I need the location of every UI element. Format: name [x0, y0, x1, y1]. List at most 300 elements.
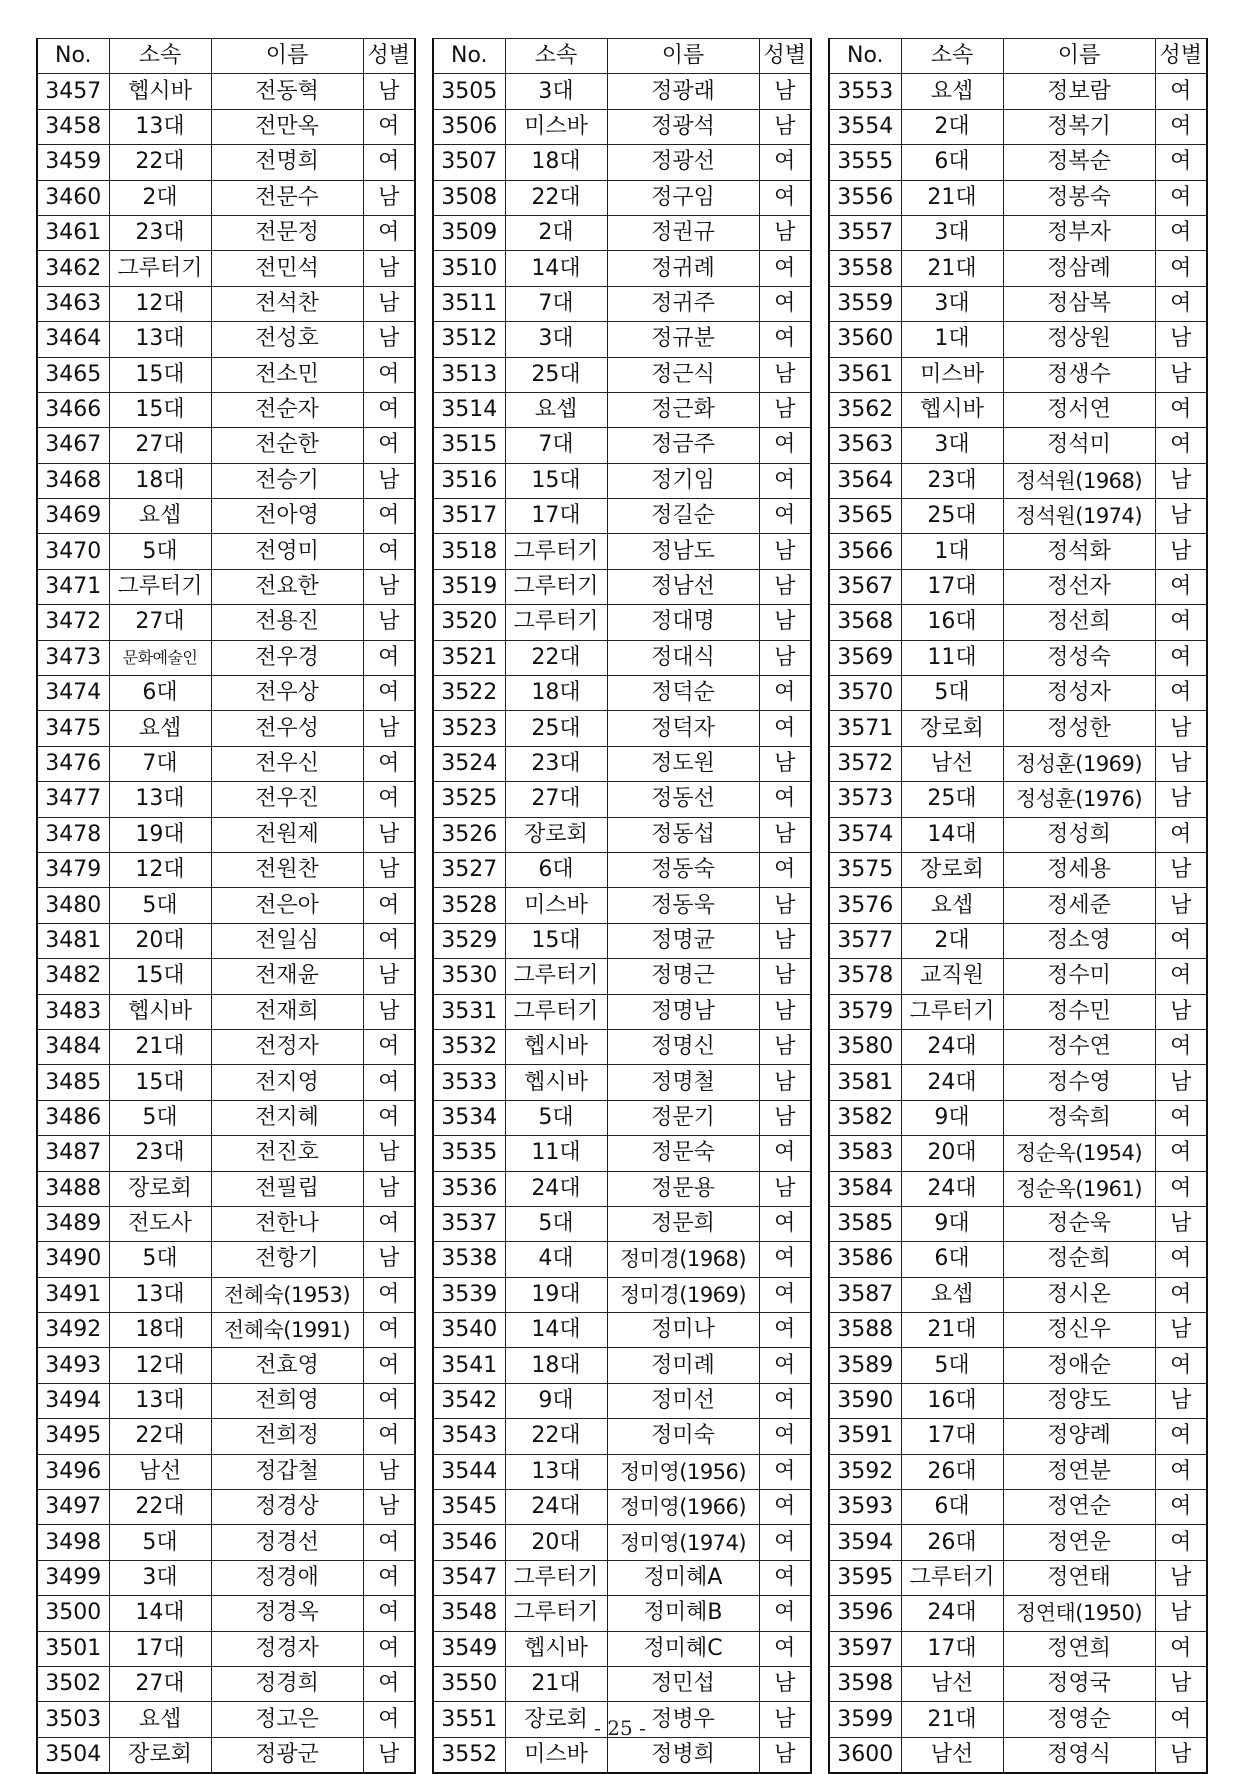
member-gender: 남 — [759, 888, 811, 923]
member-affiliation: 요셉 — [109, 711, 211, 746]
member-number: 3547 — [433, 1560, 505, 1595]
member-name: 정수미 — [1003, 959, 1155, 994]
member-name: 정영순 — [1003, 1702, 1155, 1737]
table-row — [829, 145, 1207, 180]
table-row — [829, 322, 1207, 357]
table-row — [433, 605, 811, 640]
member-number: 3481 — [37, 923, 109, 958]
member-gender: 여 — [759, 1313, 811, 1348]
member-name: 정덕순 — [607, 676, 759, 711]
member-name: 정연태(1950) — [1003, 1596, 1155, 1631]
member-affiliation: 22대 — [109, 145, 211, 180]
member-number: 3528 — [433, 888, 505, 923]
member-affiliation: 3대 — [505, 74, 607, 109]
member-name: 정영국 — [1003, 1666, 1155, 1701]
member-gender: 여 — [759, 676, 811, 711]
member-gender: 남 — [1155, 782, 1207, 817]
member-affiliation: 장로회 — [505, 817, 607, 852]
member-affiliation: 5대 — [505, 1206, 607, 1241]
member-name: 정연희 — [1003, 1631, 1155, 1666]
member-gender: 남 — [1155, 463, 1207, 498]
member-number: 3474 — [37, 676, 109, 711]
member-gender: 남 — [759, 569, 811, 604]
member-name: 정영식 — [1003, 1737, 1155, 1773]
member-number: 3598 — [829, 1666, 901, 1701]
member-affiliation: 3대 — [901, 215, 1003, 250]
member-gender: 남 — [363, 322, 415, 357]
member-name: 정선희 — [1003, 605, 1155, 640]
member-name: 정석미 — [1003, 428, 1155, 463]
member-gender: 남 — [1155, 994, 1207, 1029]
table-row — [433, 1383, 811, 1418]
table-row — [37, 109, 415, 144]
member-affiliation: 27대 — [109, 1666, 211, 1701]
table-row — [37, 1029, 415, 1064]
member-gender: 남 — [759, 923, 811, 958]
table-row — [433, 74, 811, 109]
member-name: 정귀주 — [607, 286, 759, 321]
member-affiliation: 16대 — [901, 1383, 1003, 1418]
member-number: 3534 — [433, 1100, 505, 1135]
member-name: 전일심 — [211, 923, 363, 958]
member-affiliation: 12대 — [109, 286, 211, 321]
member-gender: 여 — [1155, 1525, 1207, 1560]
member-affiliation: 15대 — [109, 392, 211, 427]
member-affiliation: 24대 — [901, 1065, 1003, 1100]
table-row — [829, 1525, 1207, 1560]
member-number: 3575 — [829, 852, 901, 887]
member-affiliation: 5대 — [109, 1242, 211, 1277]
member-number: 3470 — [37, 534, 109, 569]
member-name: 정동섭 — [607, 817, 759, 852]
table-row — [433, 852, 811, 887]
member-affiliation: 24대 — [505, 1171, 607, 1206]
table-row — [37, 1631, 415, 1666]
member-gender: 여 — [759, 1419, 811, 1454]
member-number: 3579 — [829, 994, 901, 1029]
member-affiliation: 18대 — [109, 463, 211, 498]
member-gender: 여 — [1155, 1136, 1207, 1171]
member-number: 3505 — [433, 74, 505, 109]
member-name: 정대식 — [607, 640, 759, 675]
member-number: 3457 — [37, 74, 109, 109]
table-row — [37, 994, 415, 1029]
member-name: 정성숙 — [1003, 640, 1155, 675]
member-number: 3599 — [829, 1702, 901, 1737]
table-row — [37, 1737, 415, 1773]
member-affiliation: 2대 — [505, 215, 607, 250]
member-affiliation: 남선 — [901, 1737, 1003, 1773]
table-row — [37, 569, 415, 604]
member-number: 3555 — [829, 145, 901, 180]
table-row — [433, 1525, 811, 1560]
member-name: 정경선 — [211, 1525, 363, 1560]
member-gender: 남 — [1155, 1596, 1207, 1631]
member-affiliation: 전도사 — [109, 1206, 211, 1241]
member-affiliation: 그루터기 — [505, 534, 607, 569]
member-name: 전민석 — [211, 251, 363, 286]
table-row — [829, 109, 1207, 144]
member-affiliation: 9대 — [901, 1100, 1003, 1135]
table-row — [829, 1206, 1207, 1241]
member-name: 정세준 — [1003, 888, 1155, 923]
member-name: 정덕자 — [607, 711, 759, 746]
member-number: 3520 — [433, 605, 505, 640]
member-name: 정미나 — [607, 1313, 759, 1348]
member-number: 3577 — [829, 923, 901, 958]
member-gender: 여 — [363, 1560, 415, 1595]
member-number: 3540 — [433, 1313, 505, 1348]
member-affiliation: 13대 — [109, 1383, 211, 1418]
roster-table-2 — [432, 38, 812, 1774]
member-affiliation: 21대 — [901, 180, 1003, 215]
member-gender: 여 — [759, 1206, 811, 1241]
table-row — [433, 322, 811, 357]
member-gender: 남 — [363, 1737, 415, 1773]
member-gender: 여 — [1155, 569, 1207, 604]
member-number: 3498 — [37, 1525, 109, 1560]
member-gender: 남 — [363, 569, 415, 604]
member-affiliation: 요셉 — [505, 392, 607, 427]
header-gender: 성별 — [1155, 39, 1207, 74]
member-gender: 여 — [1155, 640, 1207, 675]
member-gender: 여 — [1155, 1631, 1207, 1666]
member-number: 3545 — [433, 1490, 505, 1525]
member-number: 3467 — [37, 428, 109, 463]
member-affiliation: 2대 — [901, 109, 1003, 144]
table-row — [433, 180, 811, 215]
member-name: 정구임 — [607, 180, 759, 215]
member-affiliation: 22대 — [505, 640, 607, 675]
member-name: 정복순 — [1003, 145, 1155, 180]
member-number: 3561 — [829, 357, 901, 392]
member-affiliation: 6대 — [109, 676, 211, 711]
member-number: 3563 — [829, 428, 901, 463]
member-gender: 남 — [363, 1136, 415, 1171]
member-gender: 남 — [363, 711, 415, 746]
member-number: 3463 — [37, 286, 109, 321]
member-name: 정봉숙 — [1003, 180, 1155, 215]
member-affiliation: 22대 — [505, 180, 607, 215]
member-name: 전순자 — [211, 392, 363, 427]
member-number: 3567 — [829, 569, 901, 604]
member-name: 정미선 — [607, 1383, 759, 1418]
member-number: 3488 — [37, 1171, 109, 1206]
member-affiliation: 9대 — [901, 1206, 1003, 1241]
member-name: 전용진 — [211, 605, 363, 640]
member-number: 3559 — [829, 286, 901, 321]
member-gender: 남 — [759, 357, 811, 392]
member-number: 3510 — [433, 251, 505, 286]
member-gender: 남 — [363, 74, 415, 109]
member-affiliation: 13대 — [109, 322, 211, 357]
member-affiliation: 4대 — [505, 1242, 607, 1277]
member-name: 전지영 — [211, 1065, 363, 1100]
member-gender: 여 — [1155, 817, 1207, 852]
member-number: 3458 — [37, 109, 109, 144]
member-name: 전문수 — [211, 180, 363, 215]
table-row — [433, 109, 811, 144]
table-row — [37, 782, 415, 817]
member-number: 3566 — [829, 534, 901, 569]
member-name: 정삼복 — [1003, 286, 1155, 321]
header-affiliation: 소속 — [109, 39, 211, 74]
member-number: 3550 — [433, 1666, 505, 1701]
member-gender: 여 — [1155, 1490, 1207, 1525]
member-name: 정부자 — [1003, 215, 1155, 250]
member-gender: 남 — [363, 605, 415, 640]
member-name: 정경옥 — [211, 1596, 363, 1631]
table-row — [829, 1136, 1207, 1171]
table-row — [37, 676, 415, 711]
table-row — [433, 357, 811, 392]
member-gender: 남 — [1155, 746, 1207, 781]
table-row — [829, 1065, 1207, 1100]
member-gender: 여 — [759, 286, 811, 321]
table-row — [829, 923, 1207, 958]
member-gender: 남 — [759, 215, 811, 250]
member-affiliation: 5대 — [109, 888, 211, 923]
member-number: 3529 — [433, 923, 505, 958]
member-number: 3509 — [433, 215, 505, 250]
member-affiliation: 장로회 — [109, 1737, 211, 1773]
member-gender: 남 — [759, 640, 811, 675]
member-affiliation: 3대 — [901, 286, 1003, 321]
member-number: 3483 — [37, 994, 109, 1029]
member-name: 전소민 — [211, 357, 363, 392]
table-row — [829, 1666, 1207, 1701]
member-affiliation: 장로회 — [901, 711, 1003, 746]
member-gender: 여 — [363, 1596, 415, 1631]
member-gender: 여 — [1155, 923, 1207, 958]
member-name: 정민섭 — [607, 1666, 759, 1701]
member-number: 3477 — [37, 782, 109, 817]
member-affiliation: 19대 — [109, 817, 211, 852]
member-gender: 여 — [363, 499, 415, 534]
table-row — [37, 1171, 415, 1206]
roster-table-3 — [828, 38, 1208, 1774]
member-name: 정병희 — [607, 1737, 759, 1773]
page-number: - 25 - — [594, 1716, 646, 1740]
member-name: 전우신 — [211, 746, 363, 781]
table-row — [37, 251, 415, 286]
member-number: 3573 — [829, 782, 901, 817]
member-gender: 여 — [363, 1029, 415, 1064]
member-affiliation: 그루터기 — [901, 1560, 1003, 1595]
member-affiliation: 20대 — [109, 923, 211, 958]
member-gender: 여 — [363, 392, 415, 427]
member-number: 3551 — [433, 1702, 505, 1737]
member-affiliation: 21대 — [901, 251, 1003, 286]
member-number: 3587 — [829, 1277, 901, 1312]
member-name: 정광선 — [607, 145, 759, 180]
table-row — [37, 1065, 415, 1100]
table-row — [433, 1454, 811, 1489]
member-affiliation: 13대 — [109, 782, 211, 817]
table-row — [433, 1313, 811, 1348]
member-number: 3526 — [433, 817, 505, 852]
member-name: 정남선 — [607, 569, 759, 604]
member-number: 3527 — [433, 852, 505, 887]
member-affiliation: 18대 — [109, 1313, 211, 1348]
header-row — [829, 39, 1207, 74]
member-name: 정미영(1974) — [607, 1525, 759, 1560]
member-gender: 남 — [363, 180, 415, 215]
member-affiliation: 교직원 — [901, 959, 1003, 994]
member-name: 전정자 — [211, 1029, 363, 1064]
table-row — [829, 357, 1207, 392]
table-row — [37, 1348, 415, 1383]
roster-table-1 — [36, 38, 416, 1774]
member-affiliation: 3대 — [505, 322, 607, 357]
member-gender: 여 — [1155, 145, 1207, 180]
member-name: 정금주 — [607, 428, 759, 463]
member-affiliation: 14대 — [901, 817, 1003, 852]
member-gender: 남 — [1155, 1313, 1207, 1348]
member-affiliation: 21대 — [901, 1702, 1003, 1737]
member-affiliation: 12대 — [109, 852, 211, 887]
member-number: 3479 — [37, 852, 109, 887]
member-name: 전희영 — [211, 1383, 363, 1418]
table-row — [829, 782, 1207, 817]
member-gender: 여 — [363, 109, 415, 144]
header-row — [37, 39, 415, 74]
member-number: 3564 — [829, 463, 901, 498]
member-name: 정문희 — [607, 1206, 759, 1241]
member-affiliation: 그루터기 — [109, 569, 211, 604]
table-row — [829, 1313, 1207, 1348]
member-name: 정순희 — [1003, 1242, 1155, 1277]
table-row — [37, 74, 415, 109]
member-gender: 남 — [759, 746, 811, 781]
member-affiliation: 17대 — [109, 1631, 211, 1666]
member-number: 3530 — [433, 959, 505, 994]
member-number: 3531 — [433, 994, 505, 1029]
member-gender: 여 — [759, 1596, 811, 1631]
member-number: 3464 — [37, 322, 109, 357]
member-name: 전필립 — [211, 1171, 363, 1206]
member-gender: 여 — [759, 852, 811, 887]
member-gender: 여 — [1155, 286, 1207, 321]
member-name: 정동욱 — [607, 888, 759, 923]
member-name: 전혜숙(1991) — [211, 1313, 363, 1348]
member-number: 3521 — [433, 640, 505, 675]
member-name: 전재희 — [211, 994, 363, 1029]
table-row — [829, 888, 1207, 923]
member-name: 정수연 — [1003, 1029, 1155, 1064]
member-name: 정연태 — [1003, 1560, 1155, 1595]
member-number: 3497 — [37, 1490, 109, 1525]
member-name: 정미경(1968) — [607, 1242, 759, 1277]
table-row — [829, 392, 1207, 427]
member-name: 정석원(1968) — [1003, 463, 1155, 498]
member-name: 전우진 — [211, 782, 363, 817]
member-gender: 남 — [1155, 1206, 1207, 1241]
member-name: 정동숙 — [607, 852, 759, 887]
member-affiliation: 5대 — [109, 534, 211, 569]
member-affiliation: 27대 — [505, 782, 607, 817]
table-row — [829, 428, 1207, 463]
member-name: 정근식 — [607, 357, 759, 392]
member-affiliation: 그루터기 — [505, 1560, 607, 1595]
member-number: 3489 — [37, 1206, 109, 1241]
member-gender: 여 — [1155, 1029, 1207, 1064]
table-row — [433, 1419, 811, 1454]
member-gender: 남 — [759, 1171, 811, 1206]
member-name: 정연운 — [1003, 1525, 1155, 1560]
member-name: 전은아 — [211, 888, 363, 923]
header-no: No. — [433, 39, 505, 74]
member-gender: 여 — [363, 1277, 415, 1312]
member-number: 3502 — [37, 1666, 109, 1701]
member-affiliation: 장로회 — [505, 1702, 607, 1737]
member-gender: 여 — [759, 1277, 811, 1312]
member-number: 3537 — [433, 1206, 505, 1241]
member-number: 3500 — [37, 1596, 109, 1631]
member-number: 3560 — [829, 322, 901, 357]
table-row — [829, 251, 1207, 286]
member-number: 3507 — [433, 145, 505, 180]
member-gender: 남 — [759, 1029, 811, 1064]
member-name: 정광석 — [607, 109, 759, 144]
table-row — [433, 251, 811, 286]
member-number: 3589 — [829, 1348, 901, 1383]
member-number: 3574 — [829, 817, 901, 852]
member-gender: 여 — [363, 428, 415, 463]
member-number: 3480 — [37, 888, 109, 923]
member-gender: 남 — [759, 1737, 811, 1773]
table-row — [433, 1136, 811, 1171]
member-name: 정길순 — [607, 499, 759, 534]
member-number: 3532 — [433, 1029, 505, 1064]
member-number: 3518 — [433, 534, 505, 569]
member-affiliation: 25대 — [505, 711, 607, 746]
member-gender: 여 — [759, 711, 811, 746]
table-row — [433, 534, 811, 569]
member-gender: 남 — [1155, 322, 1207, 357]
member-number: 3525 — [433, 782, 505, 817]
header-no: No. — [37, 39, 109, 74]
member-name: 정보람 — [1003, 74, 1155, 109]
table-row — [37, 1100, 415, 1135]
member-name: 정명신 — [607, 1029, 759, 1064]
member-gender: 남 — [1155, 1666, 1207, 1701]
table-row — [37, 605, 415, 640]
member-name: 전석찬 — [211, 286, 363, 321]
table-row — [37, 1596, 415, 1631]
member-number: 3594 — [829, 1525, 901, 1560]
member-name: 정미경(1969) — [607, 1277, 759, 1312]
member-affiliation: 문화예술인 — [109, 640, 211, 675]
member-number: 3570 — [829, 676, 901, 711]
table-row — [37, 180, 415, 215]
member-number: 3539 — [433, 1277, 505, 1312]
member-gender: 여 — [363, 1525, 415, 1560]
member-name: 정경희 — [211, 1666, 363, 1701]
table-row — [829, 1454, 1207, 1489]
member-name: 정기임 — [607, 463, 759, 498]
member-gender: 남 — [363, 1490, 415, 1525]
member-name: 정석원(1974) — [1003, 499, 1155, 534]
table-row — [433, 1029, 811, 1064]
member-gender: 여 — [759, 1454, 811, 1489]
member-number: 3524 — [433, 746, 505, 781]
member-gender: 여 — [759, 1383, 811, 1418]
member-number: 3585 — [829, 1206, 901, 1241]
member-name: 정권규 — [607, 215, 759, 250]
table-row — [433, 1737, 811, 1773]
member-affiliation: 25대 — [901, 499, 1003, 534]
